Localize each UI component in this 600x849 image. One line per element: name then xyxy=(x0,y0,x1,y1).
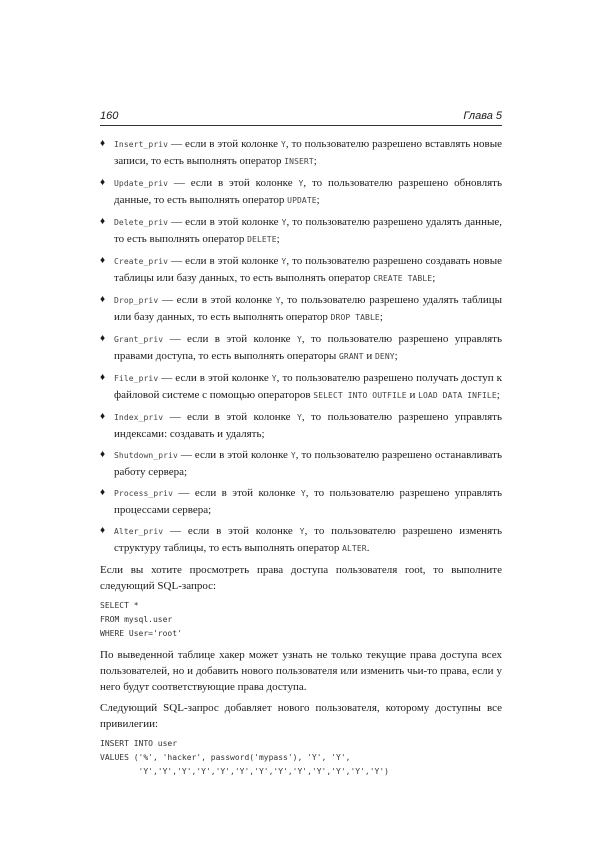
sql-operator: DENY xyxy=(375,352,395,361)
text: — если в этой колонке xyxy=(163,333,297,345)
bullet-icon: ♦ xyxy=(100,177,106,188)
text: ; xyxy=(496,389,500,401)
text: , то пользователю разрешено создавать новые таблицы или базу данных, то есть выполнять оператор xyxy=(114,255,502,284)
text: — если в этой колонке xyxy=(168,216,282,228)
text: — если в этой колонке xyxy=(163,411,297,423)
list-item xyxy=(100,253,502,287)
text: — если в этой колонке xyxy=(173,487,301,499)
chapter-title: Глава 5 xyxy=(463,110,502,122)
text: — если в этой колонке xyxy=(168,138,281,150)
text: , то пользователю разрешено изменять структуру таблицы, то есть выполнять оператор xyxy=(114,525,502,554)
privilege-name: File_priv xyxy=(114,374,159,383)
flag-value: Y xyxy=(290,451,296,460)
bullet-icon: ♦ xyxy=(100,138,106,149)
flag-value: Y xyxy=(298,179,304,188)
code-insert-user: INSERT INTO user VALUES ('%', 'hacker', password('mypass'), 'Y', 'Y', 'Y','Y','Y','Y','Y','Y','Y','Y','Y','Y','Y','Y','Y') xyxy=(100,739,389,776)
privilege-name: Index_priv xyxy=(114,413,164,422)
sql-operator: GRANT xyxy=(339,352,364,361)
text: — если в этой колонке xyxy=(168,177,299,189)
list-item xyxy=(100,214,502,248)
privilege-name: Shutdown_priv xyxy=(114,451,178,460)
privilege-name: Alter_priv xyxy=(114,527,164,536)
sql-operator: UPDATE xyxy=(287,196,317,205)
flag-value: Y xyxy=(281,218,287,227)
text: , то пользователю разрешено управлять правами доступа, то есть выполнять операторы xyxy=(114,333,502,362)
sql-operator: ALTER xyxy=(342,544,367,553)
paragraph-hacker-info: По выведенной таблице хакер может узнать не только текущие права доступа всех пользователей, но и добавить нового пользователя или изменить чьи-то права, если у него будут соответствующие права доступа. xyxy=(100,649,502,693)
paragraph-add-user: Следующий SQL-запрос добавляет нового пользователя, которому доступны все привилегии: xyxy=(100,702,502,730)
sql-operator: INSERT xyxy=(284,157,314,166)
bullet-icon: ♦ xyxy=(100,525,106,536)
privilege-name: Insert_priv xyxy=(114,140,169,149)
list-item xyxy=(100,175,502,209)
text: — если в этой колонке xyxy=(177,449,291,461)
book-page xyxy=(100,110,502,785)
code-select-root: SELECT * FROM mysql.user WHERE User='root' xyxy=(100,601,182,638)
flag-value: Y xyxy=(275,296,281,305)
bullet-icon: ♦ xyxy=(100,487,106,498)
bullet-icon: ♦ xyxy=(100,449,106,460)
list-item xyxy=(100,409,502,442)
text: ; xyxy=(276,233,280,245)
flag-value: Y xyxy=(281,140,286,149)
privilege-name: Drop_priv xyxy=(114,296,159,305)
text: , то пользователю разрешено управлять процессами сервера; xyxy=(114,487,502,516)
list-item xyxy=(100,370,502,404)
paragraph-view-root: Если вы хотите просмотреть права доступа пользователя root, то выполните следующий SQL-запрос: xyxy=(100,564,502,592)
text: ; xyxy=(316,194,320,206)
running-header xyxy=(100,110,502,126)
page-content xyxy=(100,136,502,779)
bullet-icon: ♦ xyxy=(100,372,106,383)
privilege-list xyxy=(100,136,502,557)
bullet-icon: ♦ xyxy=(100,294,106,305)
text: — если в этой колонке xyxy=(158,372,272,384)
text: и xyxy=(406,389,419,401)
privilege-name: Process_priv xyxy=(114,489,173,498)
sql-operator: LOAD DATA INFILE xyxy=(418,391,497,400)
bullet-icon: ♦ xyxy=(100,216,106,227)
text: , то пользователю разрешено вставлять новые записи, то есть выполнять оператор xyxy=(114,138,502,167)
text: , то пользователю разрешено управлять индексами: создавать и удалять; xyxy=(114,411,502,440)
flag-value: Y xyxy=(296,413,302,422)
list-item xyxy=(100,331,502,365)
privilege-name: Update_priv xyxy=(114,179,169,188)
text: . xyxy=(366,542,370,554)
text: ; xyxy=(313,155,317,167)
text: , то пользователю разрешено получать доступ к файловой системе с помощью операторов xyxy=(114,372,502,401)
bullet-icon: ♦ xyxy=(100,255,106,266)
bullet-icon: ♦ xyxy=(100,411,106,422)
sql-operator: CREATE TABLE xyxy=(373,274,433,283)
list-item xyxy=(100,136,502,170)
bullet-icon: ♦ xyxy=(100,333,106,344)
list-item xyxy=(100,292,502,326)
page-number: 160 xyxy=(100,110,119,122)
privilege-name: Create_priv xyxy=(114,257,169,266)
flag-value: Y xyxy=(271,374,277,383)
text: — если в этой колонке xyxy=(163,525,300,537)
text: , то пользователю разрешено обновлять данные, то есть выполнять оператор xyxy=(114,177,502,206)
flag-value: Y xyxy=(300,489,306,498)
list-item xyxy=(100,447,502,480)
flag-value: Y xyxy=(281,257,287,266)
privilege-name: Grant_priv xyxy=(114,335,164,344)
text: , то пользователю разрешено удалять таблицы или базу данных, то есть выполнять оператор xyxy=(114,294,502,323)
privilege-name: Delete_priv xyxy=(114,218,169,227)
text: , то пользователю разрешено останавливать работу сервера; xyxy=(114,449,502,478)
list-item xyxy=(100,523,502,557)
text: ; xyxy=(394,350,398,362)
text: ; xyxy=(432,272,436,284)
text: , то пользователю разрешено удалять данные, то есть выполнять оператор xyxy=(114,216,502,245)
flag-value: Y xyxy=(296,335,302,344)
text: — если в этой колонке xyxy=(168,255,282,267)
sql-operator: DELETE xyxy=(247,235,277,244)
text: — если в этой колонке xyxy=(158,294,276,306)
sql-operator: DROP TABLE xyxy=(330,313,380,322)
flag-value: Y xyxy=(299,527,305,536)
list-item xyxy=(100,485,502,518)
text: ; xyxy=(379,311,383,323)
sql-operator: SELECT INTO OUTFILE xyxy=(313,391,407,400)
text: и xyxy=(363,350,375,362)
